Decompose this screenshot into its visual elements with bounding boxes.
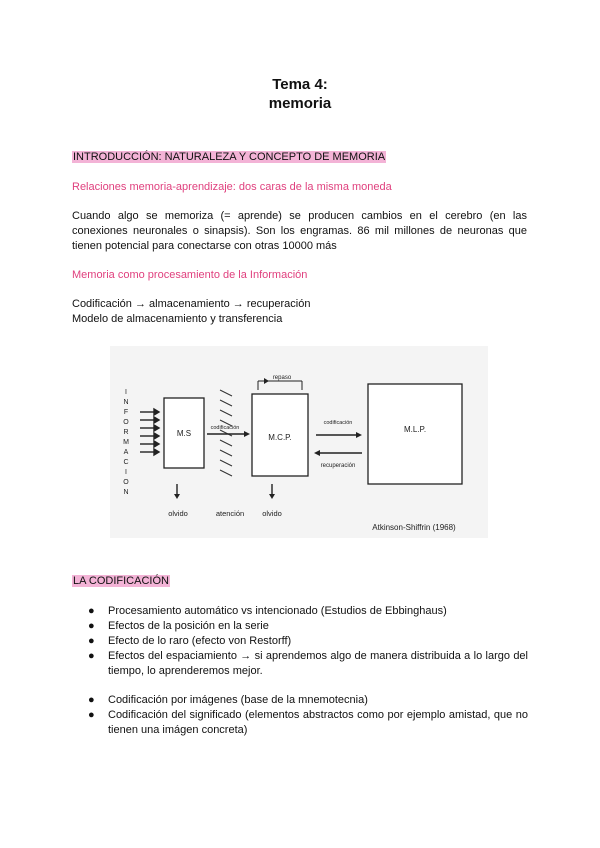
page-title-line2: memoria [268, 95, 332, 112]
olvido-label-2: olvido [262, 509, 282, 518]
bullet-icon: ● [88, 605, 95, 617]
list-item [88, 634, 528, 649]
atencion-label: atención [215, 509, 245, 518]
bullet-icon: ● [88, 694, 95, 706]
input-arrows [140, 409, 159, 455]
paragraph-engramas: Cuando algo se memoriza (= aprende) se producen cambios en el cerebro (en las conexiones neuronales o sinapsis). Son los engramas. 86 mil millones de neuronas que tienen potencial para conectarse con otras 10000 más [72, 210, 527, 252]
info-letter: N [123, 489, 129, 496]
subheading-relaciones: Relaciones memoria-aprendizaje: dos caras de la misma moneda [72, 181, 392, 193]
info-letter: I [125, 469, 127, 476]
info-letter: I [125, 389, 127, 396]
list-item-text: Codificación por imágenes (base de la mnemotecnia) [108, 694, 368, 706]
arrow-mcp-mlp-head [356, 432, 362, 438]
list-item-text: Procesamiento automático vs intencionado (Estudios de Ebbinghaus) [108, 605, 447, 617]
info-letter: R [123, 429, 129, 436]
bullet-icon: ● [88, 650, 95, 662]
olvido-label-1: olvido [168, 509, 188, 518]
codificacion-heading: LA CODIFICACIÓN [73, 575, 169, 587]
attention-filter [220, 390, 232, 476]
list-item-text: Codificación del significado (elementos abstractos como por ejemplo amistad, que no tienen una imágen concreta) [108, 709, 528, 736]
memory-model-diagram [110, 346, 488, 538]
diagram-credit: Atkinson-Shiffrin (1968) [372, 523, 456, 532]
bullet-icon: ● [88, 709, 95, 721]
recuperacion-label: recuperación [320, 463, 356, 469]
codificacion-heading-row [72, 574, 527, 589]
intro-heading-row [72, 150, 527, 165]
codificacion-label-1: codificación [210, 425, 240, 431]
bullet-icon: ● [88, 635, 95, 647]
list-item [88, 649, 528, 679]
diagram-svg [110, 346, 488, 538]
list-item-text: Efectos de la posición en la serie [108, 620, 269, 632]
list-item [88, 604, 528, 619]
repaso-label: repaso [272, 375, 292, 381]
info-letter: M [123, 439, 129, 446]
codificacion-label-2: codificación [323, 420, 353, 426]
info-letter: F [123, 409, 129, 416]
page-title-line1: Tema 4: [272, 76, 328, 93]
bullet-icon: ● [88, 620, 95, 632]
mlp-label: M.L.P. [403, 425, 427, 434]
arrow-ms-mcp-head [244, 431, 250, 437]
bullet-list-1 [88, 604, 528, 679]
intro-heading: INTRODUCCIÓN: NATURALEZA Y CONCEPTO DE MEMORIA [73, 151, 386, 163]
list-item-text: Efecto de lo raro (efecto von Restorff) [108, 635, 292, 647]
info-letter: A [123, 449, 129, 456]
ms-label: M.S [176, 429, 192, 438]
arrow-mlp-mcp-head [314, 450, 320, 456]
info-letter: O [123, 479, 129, 486]
mcp-label: M.C.P. [268, 433, 292, 442]
list-item [88, 708, 528, 738]
info-letter: O [123, 419, 129, 426]
mlp-box [368, 384, 462, 484]
list-item-text: Efectos del espaciamiento → si aprendemos algo de manera distribuida a lo largo del tiempo, lo aprenderemos mejor. [108, 650, 528, 677]
bullet-list-2 [88, 693, 528, 738]
line-modelo: Modelo de almacenamiento y transferencia [72, 313, 283, 325]
info-letter: C [123, 459, 129, 466]
subheading-procesamiento: Memoria como procesamiento de la Información [72, 269, 308, 281]
list-item [88, 693, 528, 708]
line-codificacion-chain: Codificación → almacenamiento → recuperación [72, 298, 311, 310]
list-item [88, 619, 528, 634]
info-letter: N [123, 399, 129, 406]
